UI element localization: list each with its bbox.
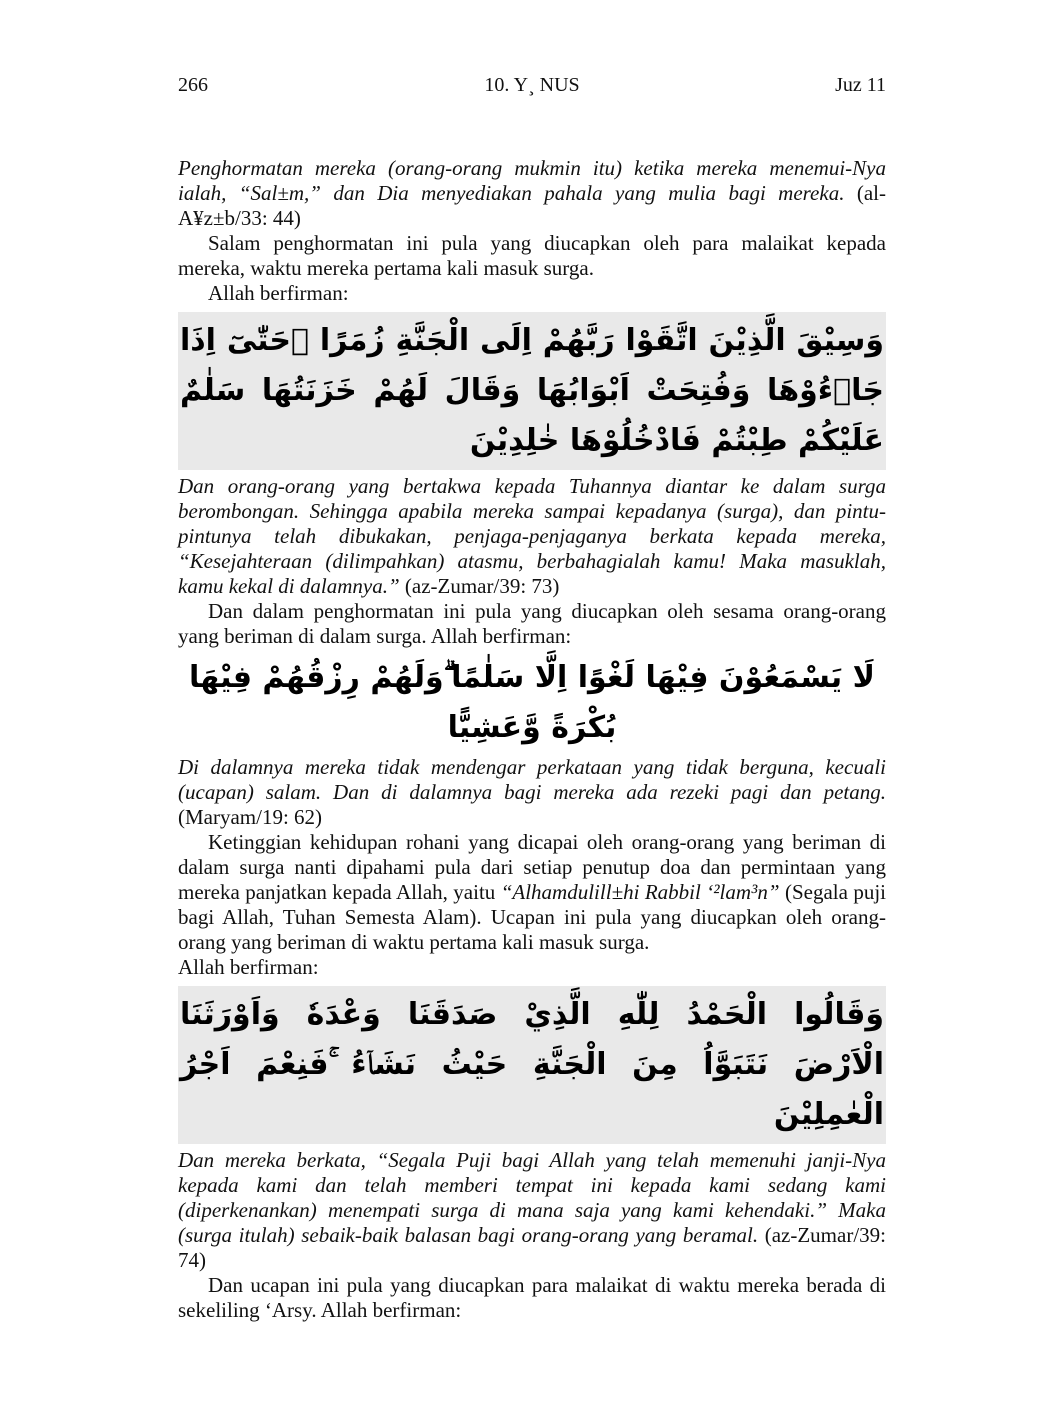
translation-paragraph-1 — [178, 156, 886, 231]
paragraph-7 — [178, 830, 886, 955]
arabic-verse-1: وَسِيْقَ الَّذِيْنَ اتَّقَوْا رَبَّهُمْ اِلَى الْجَنَّةِ زُمَرًا ۗحَتّٰىٓ اِذَا جَاۤءُوْهَا وَفُتِحَتْ اَبْوَابُهَا وَقَالَ لَهُمْ خَزَنَتُهَا سَلٰمٌ عَلَيْكُمْ طِبْتُمْ فَادْخُلُوْهَا خٰلِدِيْنَ — [178, 312, 886, 470]
translation-text: Dan mereka berkata, “Segala Puji bagi Allah yang telah memenuhi janji-Nya kepada kami dan telah memberi tempat ini kepada kami sedang kami (diperkenankan) menempati surga di mana saja yang kami kehendaki.” Maka (surga itulah) sebaik-baik balasan bagi orang-orang yang beramal. — [178, 1148, 886, 1247]
juz-label: Juz 11 — [835, 74, 886, 96]
verse-reference: (az-Zumar/39: 74) — [178, 1223, 886, 1272]
translation-paragraph-6 — [178, 755, 886, 830]
verse-reference: (al-A¥z±b/33: 44) — [178, 181, 886, 230]
translation-text: Di dalamnya mereka tidak mendengar perkataan yang tidak berguna, kecuali (ucapan) salam. Dan di dalamnya bagi mereka ada rezeki pagi dan petang. — [178, 755, 886, 804]
paragraph-text: (Segala puji bagi Allah, Tuhan Semesta Alam). Ucapan ini pula yang diucapkan oleh orang-orang yang beriman di waktu pertama kali masuk surga. — [178, 880, 887, 954]
verse-reference: (Maryam/19: 62) — [178, 805, 323, 829]
paragraph-8: Allah berfirman: — [178, 955, 319, 979]
paragraph-2: Salam penghormatan ini pula yang diucapkan oleh para malaikat kepada mereka, waktu mereka pertama kali masuk surga. — [178, 231, 886, 280]
page-body — [178, 156, 886, 1323]
arabic-verse-2: لَا يَسْمَعُوْنَ فِيْهَا لَغْوًا اِلَّا سَلٰمًا ۗوَلَهُمْ رِزْقُهُمْ فِيْهَا بُكْرَةً وَّعَشِيًّا — [189, 660, 875, 745]
paragraph-text: Ketinggian kehidupan rohani yang dicapai oleh orang-orang yang beriman di dalam surga nanti dipahami pula dari setiap penutup doa dan permintaan yang mereka panjatkan kepada Allah, yaitu — [178, 830, 886, 904]
arabic-verse-3: وَقَالُوا الْحَمْدُ لِلّٰهِ الَّذِيْ صَدَقَنَا وَعْدَهٗ وَاَوْرَثَنَا الْاَرْضَ نَتَبَوَّاُ مِنَ الْجَنَّةِ حَيْثُ نَشَاۤءُ ۚفَنِعْمَ اَجْرُ الْعٰمِلِيْنَ — [178, 986, 886, 1144]
translation-paragraph-9 — [178, 1148, 886, 1273]
verse-reference: (az-Zumar/39: 73) — [404, 574, 560, 598]
translation-paragraph-4 — [178, 474, 886, 599]
italic-phrase: “Alhamdulill±hi Rabbil ‘²lam³n” — [500, 880, 780, 904]
translation-text: Dan orang-orang yang bertakwa kepada Tuhannya diantar ke dalam surga berombongan. Sehingga apabila mereka sampai kepadanya (surga), dan pintu-pintunya telah dibukakan, penjaga-penjaganya berkata kepada mereka, “Kesejahteraan (dilimpahkan) atasmu, berbahagialah kamu! Maka masuklah, kamu kekal di dalamnya.” — [178, 474, 886, 598]
page-header — [178, 74, 886, 104]
paragraph-10: Dan ucapan ini pula yang diucapkan para malaikat di waktu mereka berada di sekeliling ‘Arsy. Allah berfirman: — [178, 1273, 886, 1322]
paragraph-3: Allah berfirman: — [208, 281, 349, 305]
paragraph-5: Dan dalam penghormatan ini pula yang diucapkan oleh sesama orang-orang yang beriman di dalam surga. Allah berfirman: — [178, 599, 886, 648]
translation-text: Penghormatan mereka (orang-orang mukmin itu) ketika mereka menemui-Nya ialah, “Sal±m,” dan Dia menyediakan pahala yang mulia bagi mereka. — [178, 156, 886, 205]
chapter-title: 10. Y¸ NUS — [484, 74, 580, 96]
page-number: 266 — [178, 74, 208, 96]
